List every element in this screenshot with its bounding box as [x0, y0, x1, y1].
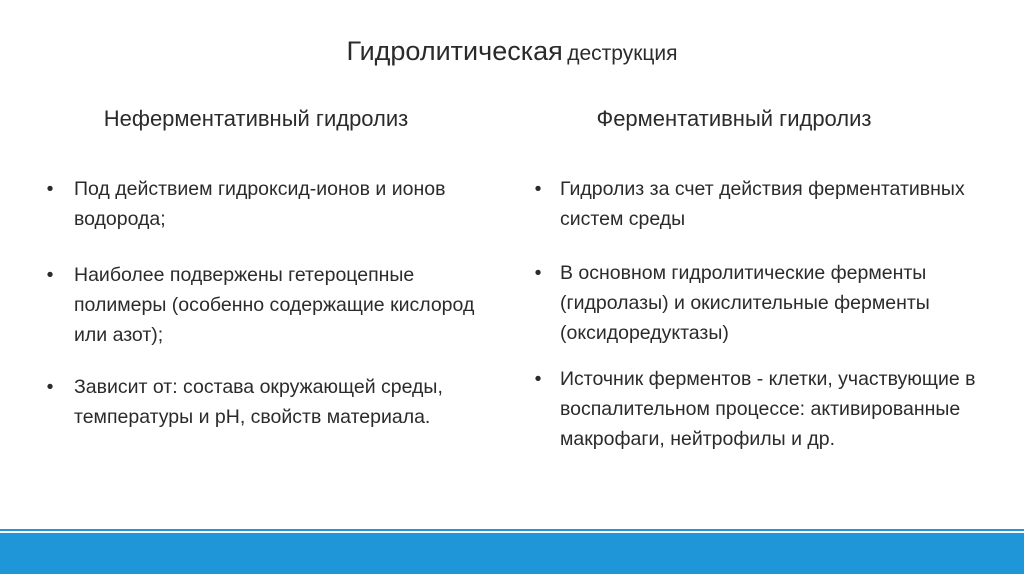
bullet-icon: • [46, 376, 54, 398]
list-item-text: Источник ферментов - клетки, участвующие в воспалительном процессе: активированные макрофаги, нейтрофилы и др. [560, 368, 976, 450]
list-item-text: В основном гидролитические ферменты (гидролазы) и окислительные ферменты (оксидоредуктазы) [560, 262, 930, 344]
list-item [40, 260, 480, 350]
list-item-text: Наиболее подвержены гетероцепные полимеры (особенно содержащие кислород или азот); [74, 264, 475, 346]
bullet-icon: • [46, 264, 54, 286]
bullet-icon: • [46, 178, 54, 200]
right-column-heading: Ферментативный гидролиз [596, 106, 872, 131]
left-column [40, 106, 480, 458]
left-column-heading: Неферментативный гидролиз [103, 106, 409, 131]
right-column [528, 106, 998, 480]
slide-title [0, 36, 1024, 67]
bullet-icon: • [534, 178, 542, 200]
list-item [528, 258, 998, 348]
bullet-icon: • [534, 368, 542, 390]
list-item-text: Зависит от: состава окружающей среды, температуры и рН, свойств материала. [74, 376, 443, 428]
slide-title-secondary: деструкция [567, 42, 678, 65]
footer-band [0, 533, 1024, 574]
left-bullet-list [40, 174, 480, 432]
list-item-text: Под действием гидроксид-ионов и ионов водорода; [74, 178, 446, 230]
list-item-text: Гидролиз за счет действия ферментативных систем среды [560, 178, 965, 230]
footer-divider [0, 529, 1024, 531]
list-item [528, 364, 998, 454]
slide-title-main: Гидролитическая [346, 36, 563, 66]
bullet-icon: • [534, 262, 542, 284]
right-bullet-list [528, 174, 998, 454]
list-item [528, 174, 998, 234]
list-item [40, 174, 480, 234]
list-item [40, 372, 480, 432]
